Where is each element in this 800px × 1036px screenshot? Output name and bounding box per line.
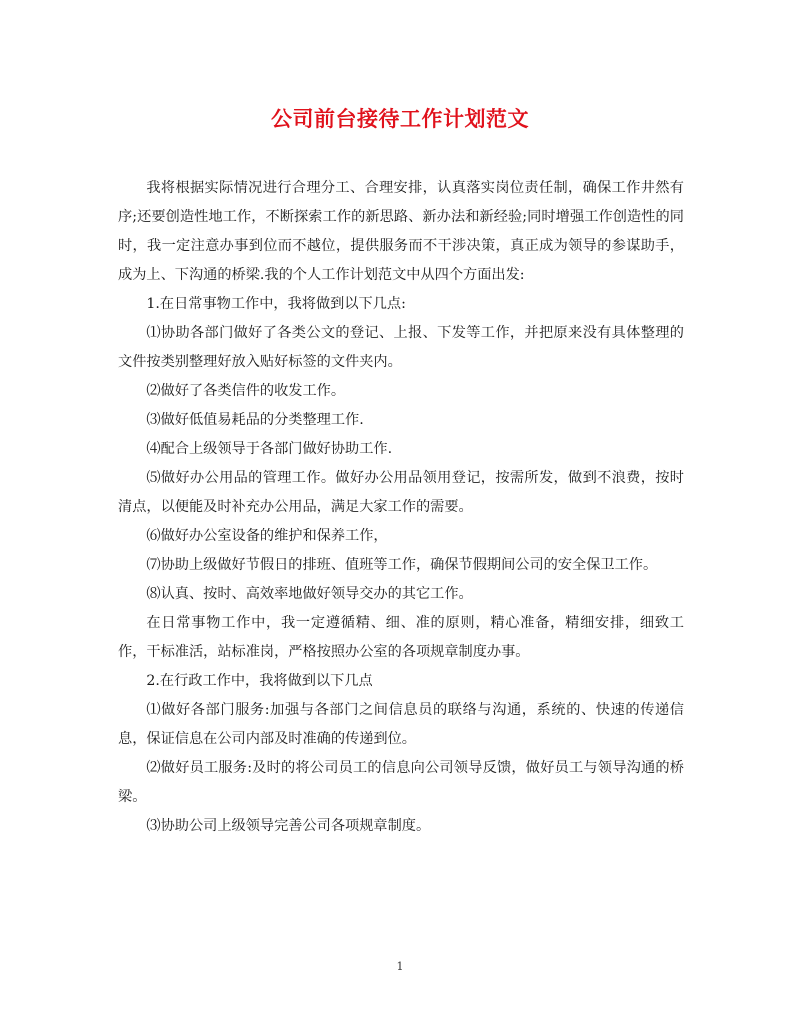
paragraph-section-2-heading: 2.在行政工作中，我将做到以下几点 [146,673,373,689]
paragraph-item: ⑸做好办公用品的管理工作。做好办公用品领用登记，按需所发，做到不浪费，按时清点，以便能及时补充办公用品，满足大家工作的需要。 [118,470,684,515]
paragraph-summary: 在日常事物工作中，我一定遵循精、细、准的原则，精心准备，精细安排，细致工作，干标准活，站标准岗，严格按照办公室的各项规章制度办事。 [118,615,684,660]
document-body [118,174,684,841]
paragraph-item: ⑶协助公司上级领导完善公司各项规章制度。 [146,818,431,834]
paragraph-item: ⑷配合上级领导于各部门做好协助工作. [146,441,393,457]
document-title: 公司前台接待工作计划范文 [271,106,529,131]
paragraph-item: ⑺协助上级做好节假日的排班、值班等工作，确保节假期间公司的安全保卫工作。 [146,557,658,573]
paragraph-item: ⑴做好各部门服务:加强与各部门之间信息员的联络与沟通，系统的、快速的传递信息，保证信息在公司内部及时准确的传递到位。 [118,702,684,747]
paragraph-item: ⑵做好员工服务:及时的将公司员工的信息向公司领导反馈，做好员工与领导沟通的桥梁。 [118,760,684,805]
paragraph-item: ⑵做好了各类信件的收发工作。 [146,383,346,399]
paragraph-item: ⑴协助各部门做好了各类公文的登记、上报、下发等工作，并把原来没有具体整理的文件按类别整理好放入贴好标签的文件夹内。 [118,325,684,370]
paragraph-section-1-heading: 1.在日常事物工作中，我将做到以下几点: [146,296,406,312]
page-number: 1 [396,960,404,973]
paragraph-item: ⑶做好低值易耗品的分类整理工作. [146,412,364,428]
paragraph-item: ⑻认真、按时、高效率地做好领导交办的其它工作。 [146,586,473,602]
paragraph-intro: 我将根据实际情况进行合理分工、合理安排，认真落实岗位责任制，确保工作井然有序;还要创造性地工作，不断探索工作的新思路、新办法和新经验;同时增强工作创造性的同时，我一定注意办事到位而不越位，提供服务而不干涉决策，真正成为领导的参谋助手，成为上、下沟通的桥梁.我的个人工作计划范文中从四个方面出发: [118,180,684,283]
paragraph-item: ⑹做好办公室设备的维护和保养工作， [146,528,388,544]
